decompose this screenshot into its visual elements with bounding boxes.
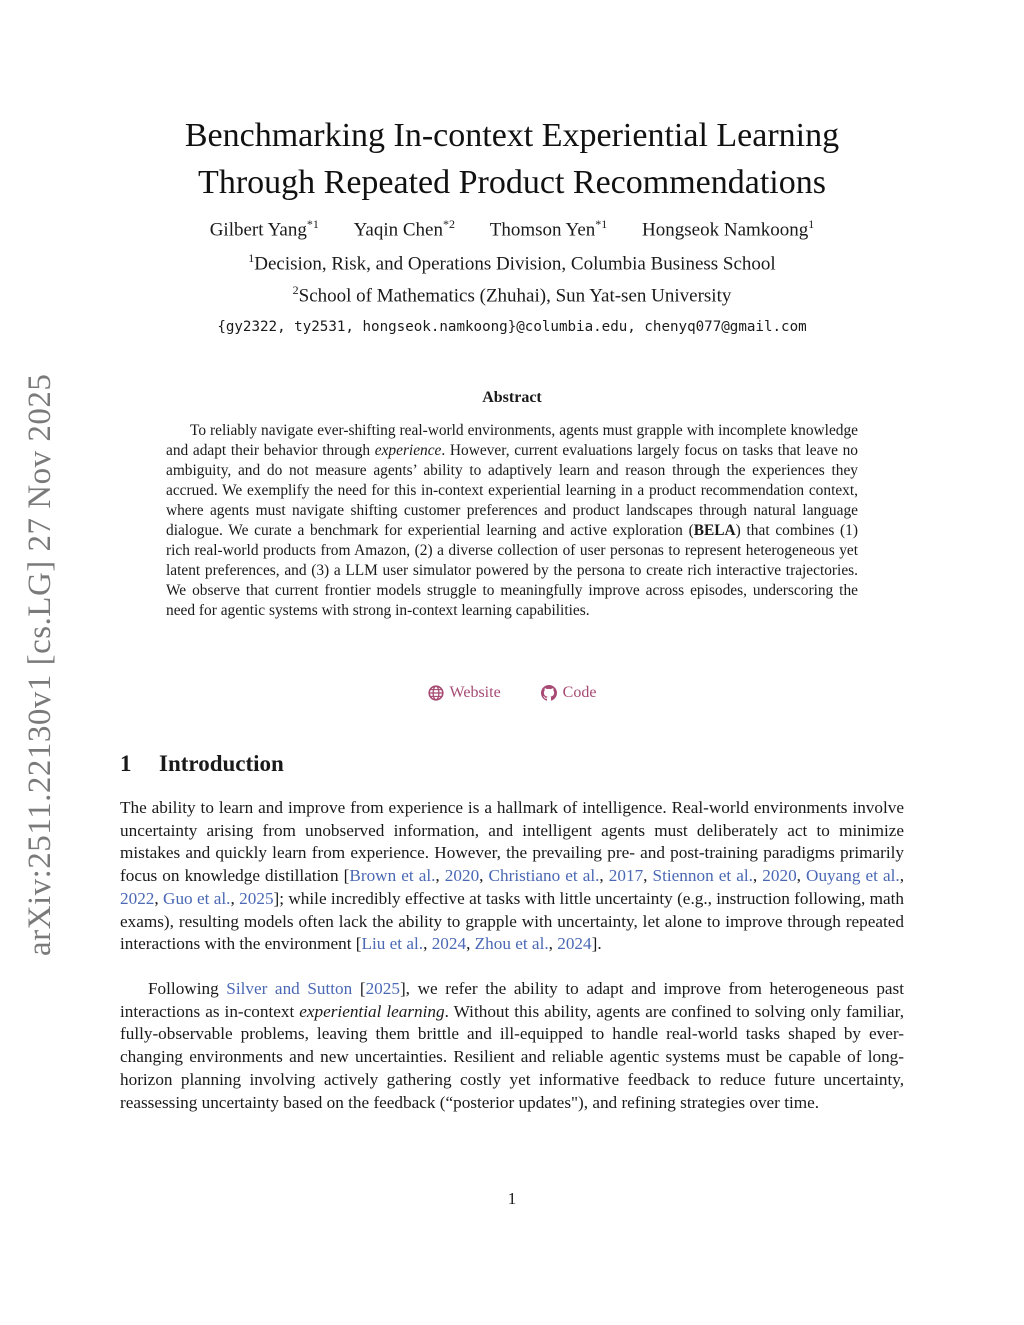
- citation-separator: ,: [548, 934, 558, 954]
- citation-separator: ,: [230, 888, 240, 908]
- paragraph-text: Following: [148, 979, 227, 998]
- affiliation-2: [120, 283, 904, 307]
- abstract-text: ) that combines (1) rich real-world products from Amazon, (2) a diverse collection of user personas to represent heterogeneous yet latent preferences, and (3) a LLM user simulator powered by the persona to create rich interactive trajectories. We observe that current frontier models struggle to meaningfully improve across episodes, underscoring the need for agentic systems with strong in-context learning capabilities.: [166, 522, 858, 619]
- paragraph-text: ].: [591, 934, 602, 954]
- citation-separator: ,: [752, 866, 763, 886]
- citation-year-link[interactable]: 2024: [431, 934, 467, 954]
- author-marker: *2: [442, 217, 455, 231]
- citation-year-link[interactable]: 2025: [239, 888, 274, 908]
- website-link-label: Website: [449, 684, 501, 701]
- citation-link[interactable]: Guo et al.: [163, 888, 231, 908]
- abstract-text: . However, current evaluations largely focus on tasks that leave no ambiguity, and do not measure agents’ ability to adaptively learn and reason through the experiences they accrued. We exemplify the need for this in-context experiential learning in a product recommendation context, where agents must navigate shifting customer preferences and product landscapes through natural language dialogue. We curate a benchmark for experiential learning and active exploration (: [166, 442, 858, 539]
- paragraph: [120, 978, 904, 1114]
- abstract-body: [166, 421, 858, 621]
- citation-separator: ,: [599, 866, 609, 886]
- citation-year-link[interactable]: 2022: [120, 888, 155, 908]
- citation-year-link[interactable]: 2017: [608, 866, 644, 886]
- code-link-label: Code: [562, 684, 597, 701]
- author-name: Hongseok Namkoong: [642, 219, 809, 241]
- paragraph-text: ]; while incredibly effective at tasks with little uncertainty (e.g., instruction following, math exams), resulting models often lack the ability to grapple with uncertainty, let alone to improve through repeated interactions with the environment [: [120, 888, 905, 954]
- citation-separator: ,: [423, 934, 432, 954]
- citation-year-link[interactable]: 2020: [444, 866, 480, 886]
- affiliation-1: [120, 251, 904, 275]
- affiliation-text: School of Mathematics (Zhuhai), Sun Yat-sen University: [298, 285, 732, 307]
- abstract-heading: Abstract: [482, 389, 542, 406]
- author: [210, 217, 319, 241]
- globe-icon: [428, 685, 444, 701]
- page-number: 1: [507, 1189, 517, 1208]
- section-heading: [120, 751, 284, 777]
- author-name: Gilbert Yang: [209, 219, 307, 241]
- abstract-emphasis: experience: [374, 442, 442, 459]
- author-marker: *1: [306, 217, 319, 231]
- citation-link[interactable]: Stiennon et al.: [652, 866, 753, 886]
- title-line-2: Through Repeated Product Recommendations: [198, 164, 826, 201]
- paragraph-text: [: [352, 979, 366, 998]
- author-name: Thomson Yen: [489, 219, 596, 241]
- citation-separator: ,: [643, 866, 653, 886]
- citation-separator: ,: [435, 866, 445, 886]
- citation-link[interactable]: Ouyang et al.: [806, 866, 900, 886]
- emphasized-term: experiential learning: [299, 1001, 445, 1021]
- paragraph-text: The ability to learn and improve from experience is a hallmark of intelligence. Real-world environments involve uncertainty arising from unobserved information, and intelligent agents must deliberately act to minimize mistakes and quickly learn from experience. However, the prevailing pre- and post-training paradigms primarily focus on knowledge distillation [: [120, 798, 904, 886]
- citation-year-link[interactable]: 2025: [365, 979, 400, 998]
- author-marker: 1: [808, 217, 815, 231]
- author-marker: *1: [595, 217, 608, 231]
- citation-year-link[interactable]: 2024: [557, 934, 592, 954]
- paper-title: [120, 112, 904, 206]
- citation-separator: ,: [466, 934, 475, 954]
- author-name: Yaqin Chen: [353, 219, 443, 241]
- project-links: [120, 684, 904, 706]
- paragraph: [120, 797, 904, 956]
- citation-link[interactable]: Liu et al.: [361, 934, 424, 954]
- author: [642, 217, 814, 241]
- section-title: Introduction: [159, 751, 284, 776]
- section-number: 1: [120, 751, 132, 776]
- affiliation-marker: 2: [292, 283, 299, 297]
- benchmark-name: BELA: [693, 522, 736, 539]
- citation-link[interactable]: Brown et al.: [349, 866, 436, 886]
- citation-link[interactable]: Silver and Sutton: [226, 979, 353, 998]
- website-link[interactable]: [428, 684, 501, 702]
- citation-link[interactable]: Zhou et al.: [474, 934, 549, 954]
- citation-separator: ,: [796, 866, 807, 886]
- citation-link[interactable]: Christiano et al.: [488, 866, 600, 886]
- code-link[interactable]: [541, 684, 597, 702]
- citation-separator: ,: [479, 866, 489, 886]
- author-list: [120, 217, 904, 241]
- affiliation-marker: 1: [248, 251, 255, 265]
- paragraph-text: ], we refer the ability to adapt and improve from heterogeneous past interactions as in-context: [120, 979, 905, 1021]
- paragraph-text: . Without this ability, agents are confined to solving only familiar, fully-observable problems, leaving them brittle and ill-equipped to handle real-world tasks shaped by ever-changing environments and new uncertainties. Resilient and reliable agentic systems must be capable of long-horizon planning involving actively gathering costly yet informative feedback to reduce future uncertainty, reassessing uncertainty based on the feedback (“posterior updates"), and refining strategies over time.: [120, 1001, 904, 1112]
- author-emails: {gy2322, ty2531, hongseok.namkoong}@columbia.edu, chenyq077@gmail.com: [217, 319, 807, 335]
- affiliation-text: Decision, Risk, and Operations Division, Columbia Business School: [254, 253, 776, 275]
- arxiv-stamp: arXiv:2511.22130v1 [cs.LG] 27 Nov 2025: [22, 373, 58, 956]
- github-icon: [541, 685, 557, 701]
- citation-separator: ,: [899, 866, 905, 886]
- citation-separator: ,: [154, 888, 164, 908]
- citation-year-link[interactable]: 2020: [762, 866, 797, 886]
- author: [354, 217, 455, 241]
- title-line-1: Benchmarking In-context Experiential Learning: [184, 117, 840, 154]
- abstract-text: To reliably navigate ever-shifting real-world environments, agents must grapple with incomplete knowledge and adapt their behavior through: [166, 422, 858, 459]
- author: [490, 217, 608, 241]
